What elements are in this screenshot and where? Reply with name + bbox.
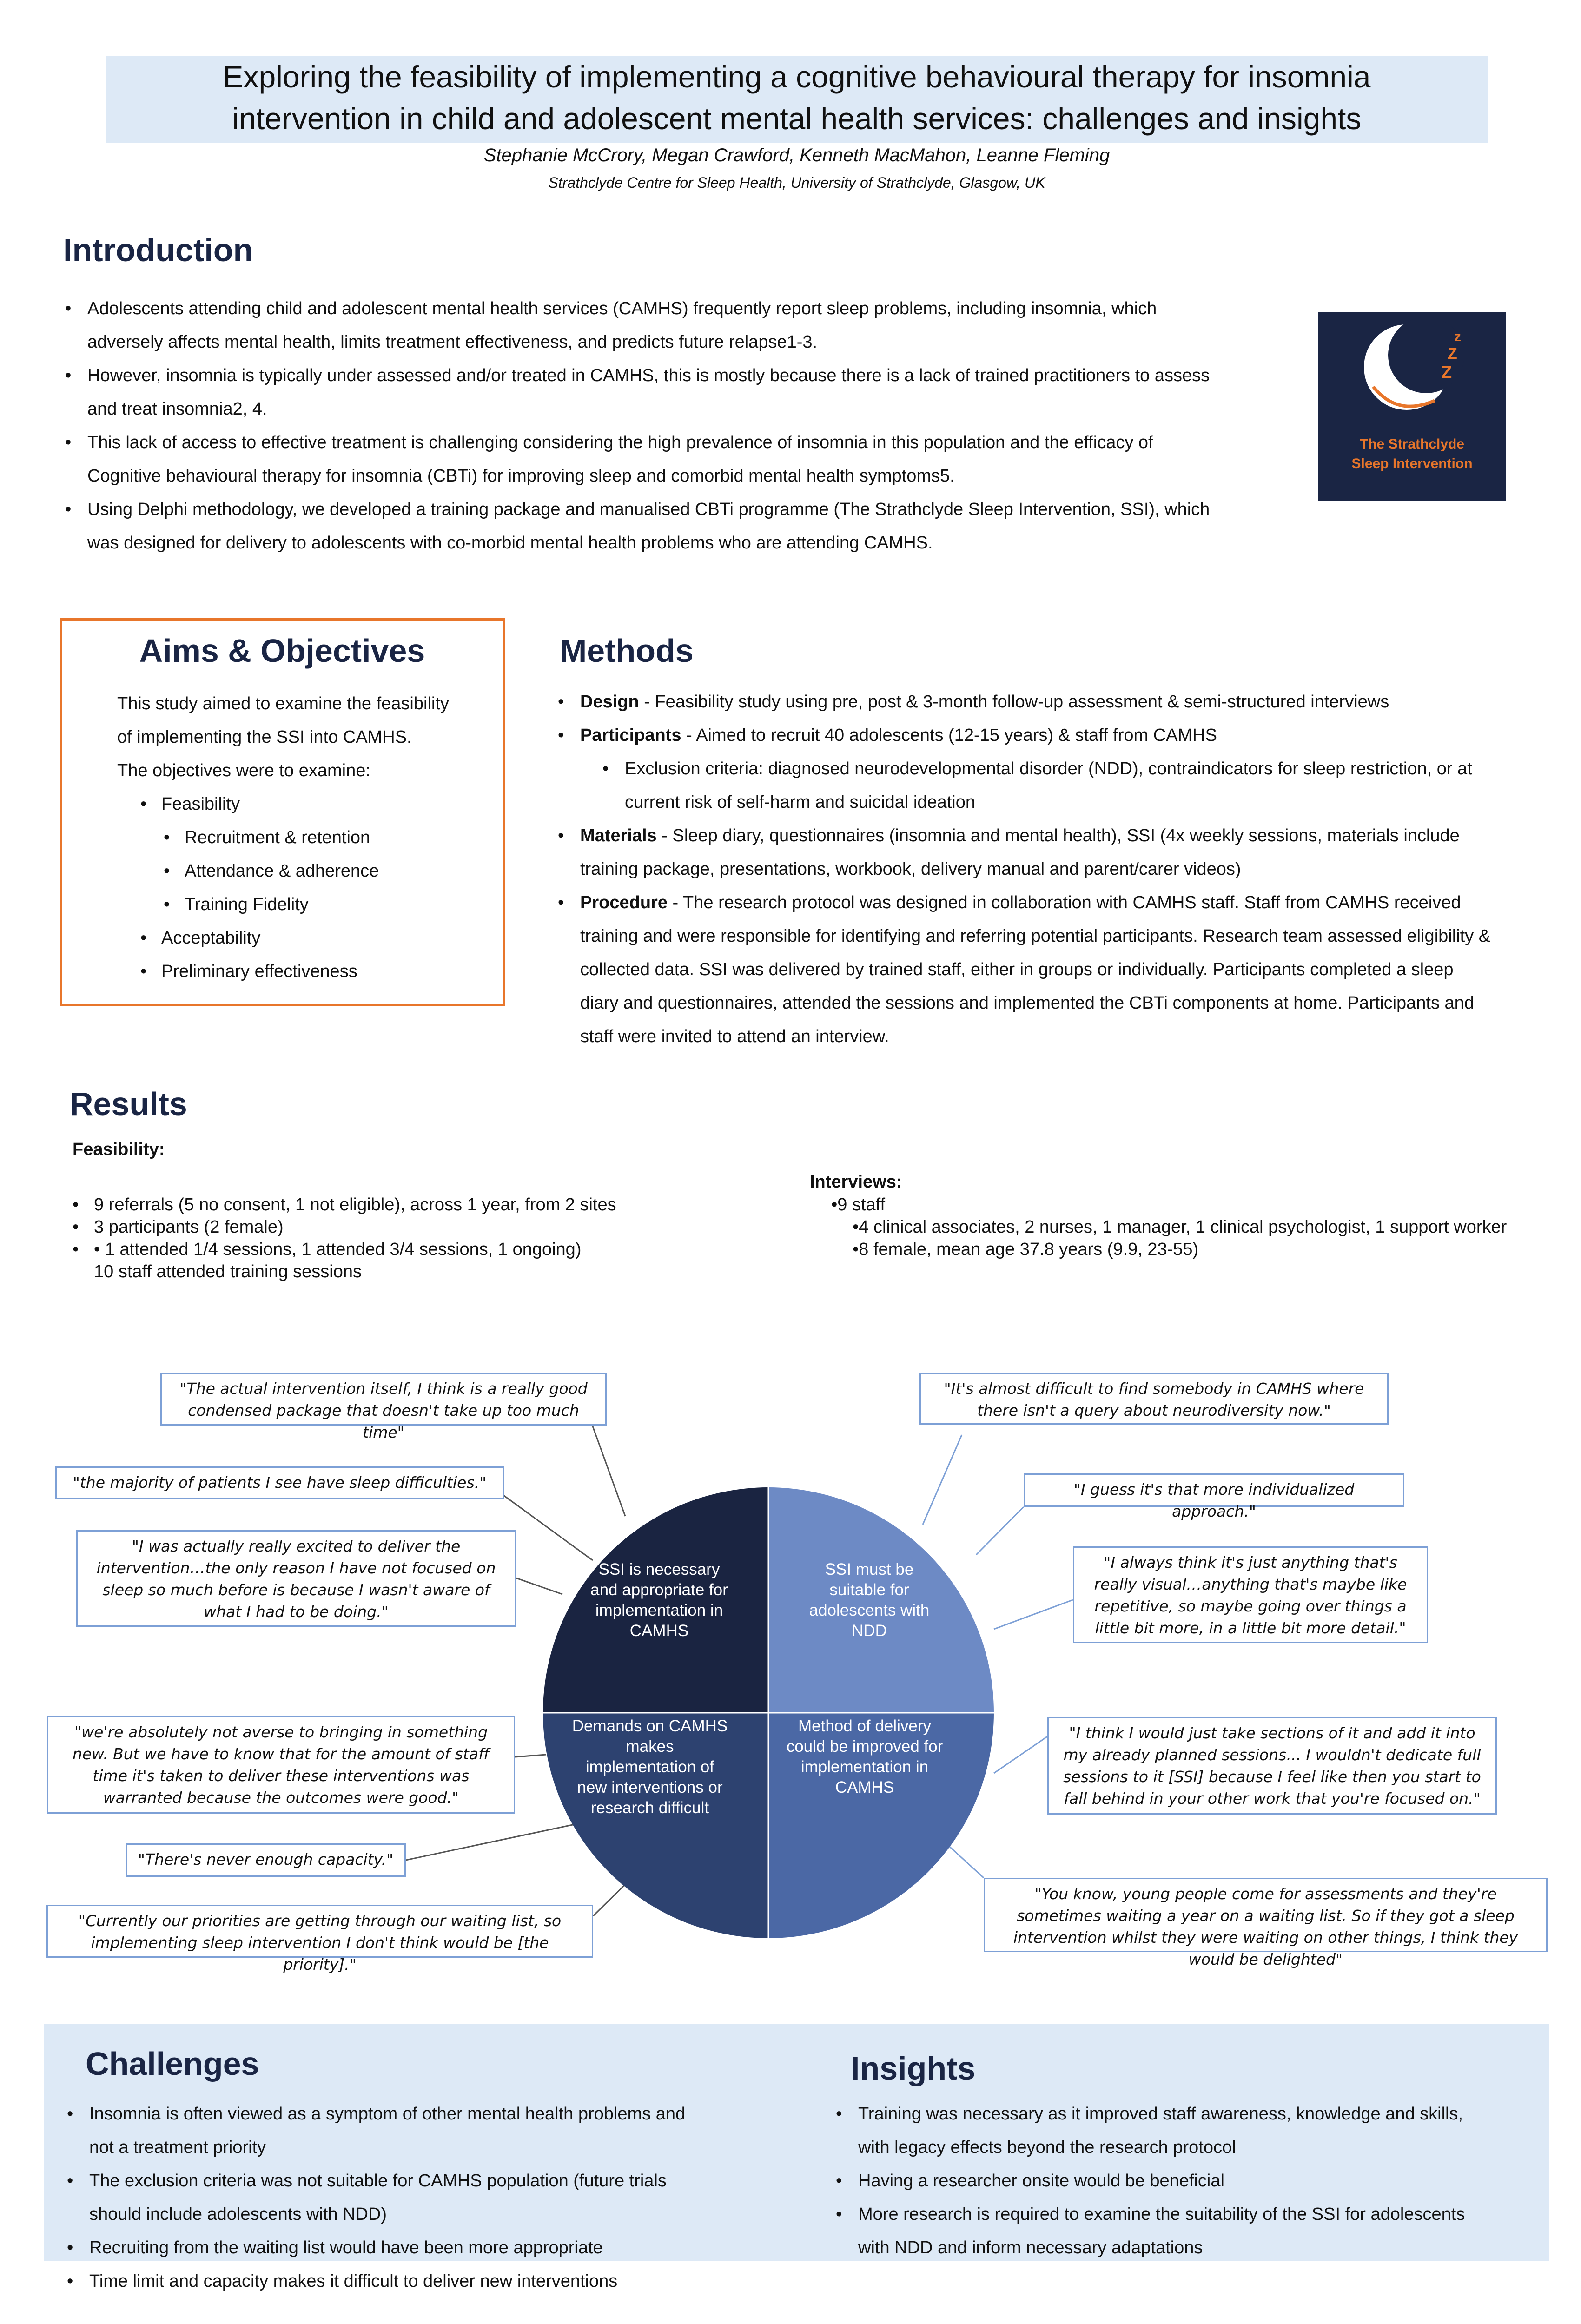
interviews-item: •8 female, mean age 37.8 years (9.9, 23-55) bbox=[853, 1240, 1199, 1259]
aims-heading: Aims & Objectives bbox=[139, 633, 425, 669]
interviews-label: Interviews: bbox=[810, 1172, 902, 1192]
challenge-item: • The exclusion criteria was not suitable for CAMHS population (future trials should include adolescents with NDD) bbox=[65, 2164, 790, 2231]
intro-bullet: • Using Delphi methodology, we developed a training package and manualised CBTi programme (The Strathclyde Sleep Intervention, SSI), which was designed for delivery to adolescents with co-morbid mental health problems who are attending CAMHS. bbox=[63, 493, 1318, 560]
intro-bullet: • This lack of access to effective treatment is challenging considering the high prevalence of insomnia in this population and the efficacy of Cognitive behavioural therapy for insomnia (CBTi) for improving sleep and comorbid mental health symptoms5. bbox=[63, 426, 1318, 493]
aim-item: • Attendance & adherence bbox=[117, 854, 379, 888]
ssi-logo-text: The Strathclyde Sleep Intervention bbox=[1351, 436, 1473, 471]
challenge-item: • Insomnia is often viewed as a symptom of other mental health problems and not a treatment priority bbox=[65, 2097, 790, 2164]
intro-bullet: • Adolescents attending child and adolescent mental health services (CAMHS) frequently report sleep problems, including insomnia, which adversely affects mental health, limits treatment effectiveness, and predicts future relapse1-3. bbox=[63, 292, 1318, 359]
aim-item: • Feasibility bbox=[117, 787, 379, 821]
insights-list bbox=[834, 2097, 1541, 2265]
aim-item: • Recruitment & retention bbox=[117, 821, 379, 854]
methods-exclusion: • Exclusion criteria: diagnosed neurodevelopmental disorder (NDD), contraindicators for sleep restriction, or at current risk of self-harm and suicidal ideation bbox=[556, 752, 1569, 819]
pie-label-necessary: SSI is necessary and appropriate for implementation in CAMHS bbox=[590, 1560, 728, 1640]
intro-bullet: • However, insomnia is typically under assessed and/or treated in CAMHS, this is mostly because there is a lack of trained practitioners to assess and treat insomnia2, 4. bbox=[63, 359, 1318, 426]
quote-box: "I guess it's that more individualized approach." bbox=[1024, 1473, 1404, 1507]
feasibility-item: • • 1 attended 1/4 sessions, 1 attended 3/4 sessions, 1 ongoing) bbox=[73, 1240, 582, 1259]
quote-box: "You know, young people come for assessments and they're sometimes waiting a year on a waiting list. So if they got a sleep intervention whilst they were waiting on other things, I think they would be delighted" bbox=[984, 1878, 1548, 1952]
quote-box: "I think I would just take sections of it and add it into my already planned sessions... I wouldn't dedicate full sessions to it [SSI] because I feel like then you start to fall behind in your other work that you're focused on." bbox=[1047, 1717, 1497, 1815]
aim-item: • Preliminary effectiveness bbox=[117, 955, 379, 988]
methods-design: • Design - Feasibility study using pre, post & 3-month follow-up assessment & semi-structured interviews bbox=[556, 685, 1569, 719]
themes-pie-chart bbox=[543, 1487, 994, 1938]
quote-box: "There's never enough capacity." bbox=[126, 1843, 406, 1877]
methods-participants: • Participants - Aimed to recruit 40 adolescents (12-15 years) & staff from CAMHS bbox=[556, 719, 1569, 752]
quote-box: "I always think it's just anything that's really visual…anything that's maybe like repetitive, so maybe going over things a little bit more, in a little bit more detail." bbox=[1073, 1546, 1428, 1643]
title-line-1: Exploring the feasibility of implementing a cognitive behavioural therapy for insomnia bbox=[223, 59, 1371, 94]
quote-box: "The actual intervention itself, I think is a really good condensed package that doesn't take up too much time" bbox=[160, 1373, 607, 1426]
insight-item: • Training was necessary as it improved staff awareness, knowledge and skills, with legacy effects beyond the research protocol bbox=[834, 2097, 1541, 2164]
aim-item: • Acceptability bbox=[117, 921, 379, 955]
methods-materials: • Materials - Sleep diary, questionnaires (insomnia and mental health), SSI (4x weekly sessions, materials include training package, presentations, workbook, delivery manual and parent/carer videos) bbox=[556, 819, 1569, 886]
quote-box: "the majority of patients I see have sleep difficulties." bbox=[55, 1466, 504, 1499]
results-heading: Results bbox=[70, 1086, 187, 1122]
methods-heading: Methods bbox=[560, 633, 694, 669]
challenges-heading: Challenges bbox=[86, 2046, 259, 2082]
interviews-item: •9 staff bbox=[831, 1195, 886, 1215]
pie-label-delivery: Method of delivery could be improved for implementation in CAMHS bbox=[786, 1717, 943, 1796]
insight-item: • More research is required to examine the suitability of the SSI for adolescents with NDD and inform necessary adaptations bbox=[834, 2198, 1541, 2265]
feasibility-item: 10 staff attended training sessions bbox=[94, 1262, 362, 1281]
aims-intro: This study aimed to examine the feasibility of implementing the SSI into CAMHS. The objectives were to examine: bbox=[117, 694, 449, 780]
zzz-2: Z bbox=[1448, 345, 1457, 363]
feasibility-label: Feasibility: bbox=[73, 1140, 165, 1159]
challenge-item: • Recruiting from the waiting list would have been more appropriate bbox=[65, 2231, 790, 2265]
affiliation: Strathclyde Centre for Sleep Health, University of Strathclyde, Glasgow, UK bbox=[548, 174, 1045, 191]
aim-item: • Training Fidelity bbox=[117, 888, 379, 921]
feasibility-item: • 9 referrals (5 no consent, 1 not eligible), across 1 year, from 2 sites bbox=[73, 1195, 616, 1215]
quote-box: "Currently our priorities are getting through our waiting list, so implementing sleep intervention I don't think would be [the priority]." bbox=[46, 1905, 593, 1958]
interviews-item: •4 clinical associates, 2 nurses, 1 manager, 1 clinical psychologist, 1 support worker bbox=[853, 1217, 1507, 1237]
insights-heading: Insights bbox=[851, 2050, 976, 2086]
pie-label-demands: Demands on CAMHS makes implementation of new interventions or research difficult bbox=[572, 1717, 728, 1817]
pie-label-ndd: SSI must be suitable for adolescents with NDD bbox=[809, 1560, 930, 1640]
feasibility-item: • 3 participants (2 female) bbox=[73, 1217, 284, 1237]
quote-box: "we're absolutely not averse to bringing in something new. But we have to know that for the amount of staff time it's taken to deliver these interventions was warranted because the outcomes were good." bbox=[47, 1716, 515, 1814]
zzz-3: Z bbox=[1441, 363, 1452, 383]
challenges-list bbox=[65, 2097, 790, 2298]
title-line-2: intervention in child and adolescent mental health services: challenges and insights bbox=[232, 101, 1362, 136]
zzz-1: z bbox=[1454, 329, 1461, 344]
challenge-item: • Time limit and capacity makes it difficult to deliver new interventions bbox=[65, 2265, 790, 2298]
quote-box: "It's almost difficult to find somebody in CAMHS where there isn't a query about neurodiversity now." bbox=[919, 1373, 1389, 1425]
introduction-heading: Introduction bbox=[63, 232, 253, 268]
insight-item: • Having a researcher onsite would be beneficial bbox=[834, 2164, 1541, 2198]
quote-box: "I was actually really excited to deliver the intervention…the only reason I have not focused on sleep so much before is because I wasn't aware of what I had to be doing." bbox=[76, 1530, 516, 1627]
methods-procedure: • Procedure - The research protocol was designed in collaboration with CAMHS staff. Staff from CAMHS received training and were responsible for identifying and referring potential participants. Research team assessed eligibility & collected data. SSI was delivered by trained staff, either in groups or individually. Participants completed a sleep diary and questionnaires, attended the sessions and implemented the CBTi components at home. Participants and staff were invited to attend an interview. bbox=[556, 886, 1569, 1053]
authors: Stephanie McCrory, Megan Crawford, Kenneth MacMahon, Leanne Fleming bbox=[483, 145, 1110, 165]
